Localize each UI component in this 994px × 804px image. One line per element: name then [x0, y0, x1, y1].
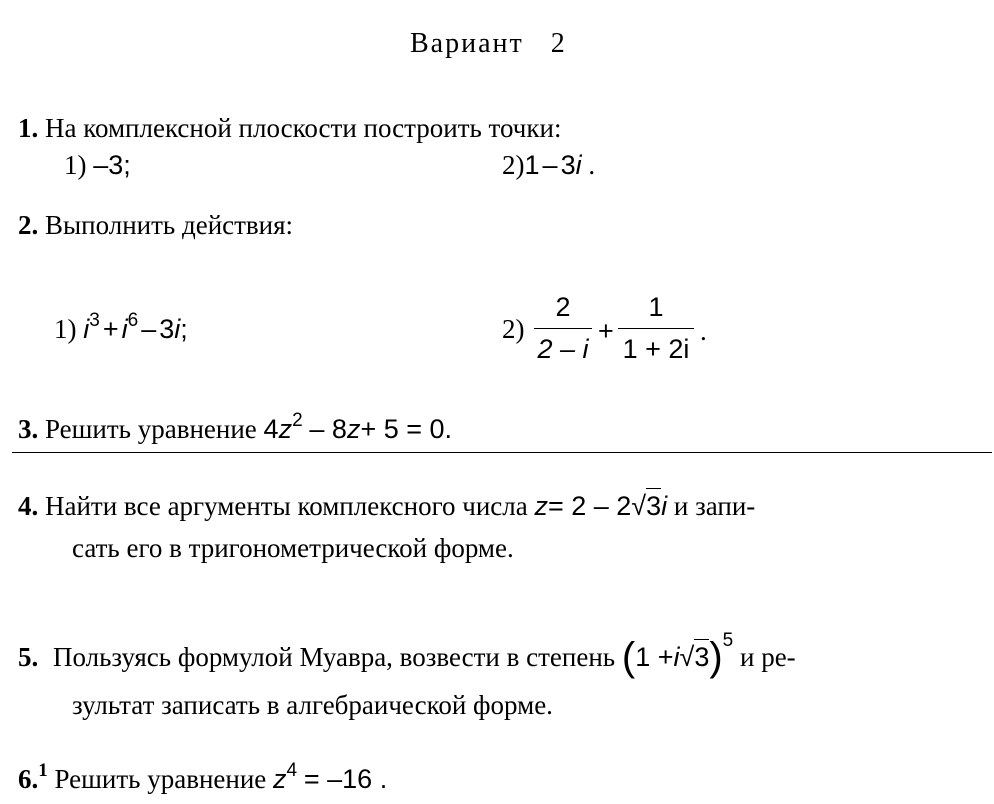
variable-z: z	[346, 414, 361, 444]
problem-3-text: Решить уравнение	[45, 414, 257, 444]
problem-1	[18, 115, 561, 142]
b-expr-three: 3	[560, 150, 576, 180]
item-b-label: 2)	[502, 314, 525, 344]
imag-unit: i	[121, 314, 128, 344]
problem-2-text: Выполнить действия:	[45, 210, 294, 240]
variable-z: z	[278, 414, 293, 444]
imag-unit: i	[83, 314, 90, 344]
variable-z: z	[534, 491, 548, 521]
problem-4-number: 4.	[18, 491, 39, 521]
problem-1-item-a	[64, 152, 131, 179]
sqrt-radicand: 3	[646, 488, 661, 521]
section-divider	[12, 452, 992, 453]
fraction-2-numerator: 1	[648, 292, 664, 322]
one-plus: 1 +	[635, 642, 674, 672]
fraction-2-denominator: 1 + 2i	[622, 334, 690, 364]
sqrt-sign: √	[631, 491, 647, 521]
problem-1-number: 1.	[18, 113, 39, 143]
coefficient: 3	[159, 314, 175, 344]
b-period: .	[588, 150, 596, 180]
problem-5	[18, 630, 796, 679]
fraction-1-denominator: 2 – i	[537, 334, 589, 364]
footnote-mark: 1	[38, 760, 48, 781]
right-paren: )	[709, 635, 723, 679]
imag-unit: i	[673, 642, 680, 672]
coefficient: 4	[263, 414, 279, 444]
item-a-label: 1)	[64, 150, 87, 180]
item-a-expression: –3;	[93, 150, 131, 180]
variant-title: Вариант 2	[410, 28, 567, 59]
minus-sign: –	[141, 314, 157, 344]
exponent: 3	[89, 310, 100, 331]
problem-6	[18, 760, 388, 794]
plus-sign: +	[598, 316, 614, 346]
plus-sign: +	[102, 314, 119, 344]
problem-1-text: На комплексной плоскости построить точки:	[45, 113, 562, 143]
exponent: 2	[292, 410, 303, 431]
problem-2	[18, 212, 293, 239]
equation: = 2 – 2	[547, 491, 632, 521]
problem-4-line-2: сать его в тригонометрической форме.	[72, 533, 514, 563]
problem-1-item-b	[502, 152, 595, 179]
problem-5-continuation: и ре-	[740, 642, 796, 672]
semicolon: ;	[180, 314, 188, 344]
exponent: 6	[127, 310, 139, 331]
fraction-1	[534, 294, 592, 366]
fraction-1-numerator: 2	[555, 292, 571, 322]
exponent: 5	[722, 630, 734, 651]
sqrt-sign: √	[679, 642, 695, 672]
problem-5-line-2: зультат записать в алгебраической форме.	[72, 690, 553, 720]
problem-3	[18, 410, 453, 444]
problem-4	[18, 493, 755, 520]
problem-2-number: 2.	[18, 210, 39, 240]
problem-2-item-a	[54, 310, 188, 344]
b-minus: –	[542, 150, 558, 180]
variable-z: z	[273, 764, 287, 794]
problem-5-text: Пользуясь формулой Муавра, возвести в степень	[53, 642, 616, 672]
item-a-label: 1)	[54, 314, 77, 344]
problem-6-number: 6.	[18, 764, 39, 794]
fraction-2-bar	[618, 328, 694, 329]
problem-4-text: Найти все аргументы комплексного числа	[45, 491, 528, 521]
imag-unit: i	[174, 314, 181, 344]
item-b-label: 2)	[502, 150, 525, 180]
b-expr-one: 1	[524, 150, 540, 180]
equation-end: = –16 .	[303, 764, 388, 794]
problem-5-number: 5.	[18, 642, 39, 672]
period: .	[700, 316, 707, 346]
fraction-1-bar	[534, 328, 592, 329]
b-imag-unit: i	[575, 150, 582, 180]
left-paren: (	[621, 635, 636, 679]
problem-3-number: 3.	[18, 414, 39, 444]
problem-4-continuation: и запи-	[673, 491, 756, 521]
imag-unit: i	[661, 491, 668, 521]
problem-6-text: Решить уравнение	[54, 764, 267, 794]
sqrt-radicand: 3	[694, 639, 709, 672]
equation-end: + 5 = 0.	[360, 414, 453, 444]
fraction-2	[618, 294, 694, 366]
equation-middle: – 8	[309, 414, 347, 444]
exponent: 4	[286, 760, 298, 781]
